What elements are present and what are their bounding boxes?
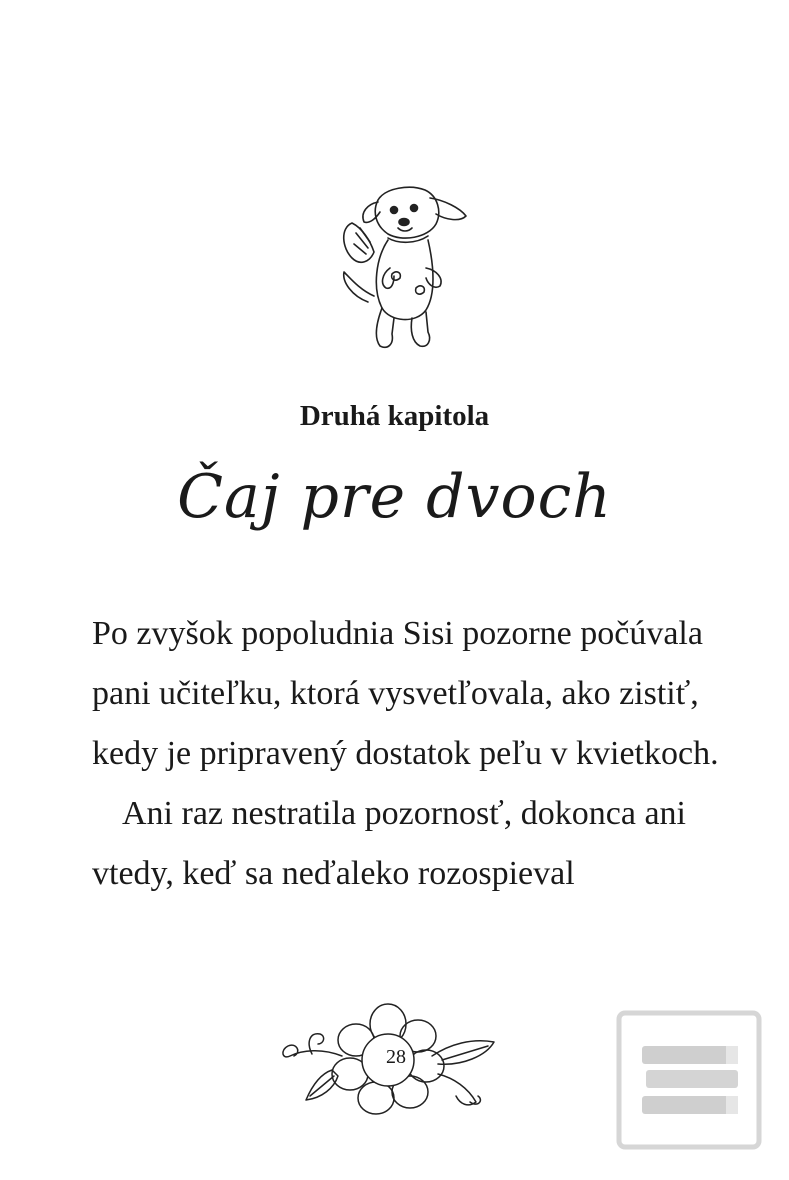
chapter-title: Čaj pre dvoch [177,462,612,532]
winged-puppy-icon [330,178,475,353]
books-watermark-icon [616,1010,762,1150]
paragraph: Po zvyšok popoludnia Sisi pozorne počúvala pani učiteľku, ktorá vysvetľovala, ako zistiť, kedy je pripravený dostatok peľu v kvietkoch. [92,615,719,772]
paragraph: Ani raz nestratila pozornosť, dokonca ani vtedy, keď sa neďaleko rozospieval [92,795,687,892]
chapter-label: Druhá kapitola [299,400,490,432]
page-number: 28 [386,1046,406,1068]
body-text [92,604,732,904]
